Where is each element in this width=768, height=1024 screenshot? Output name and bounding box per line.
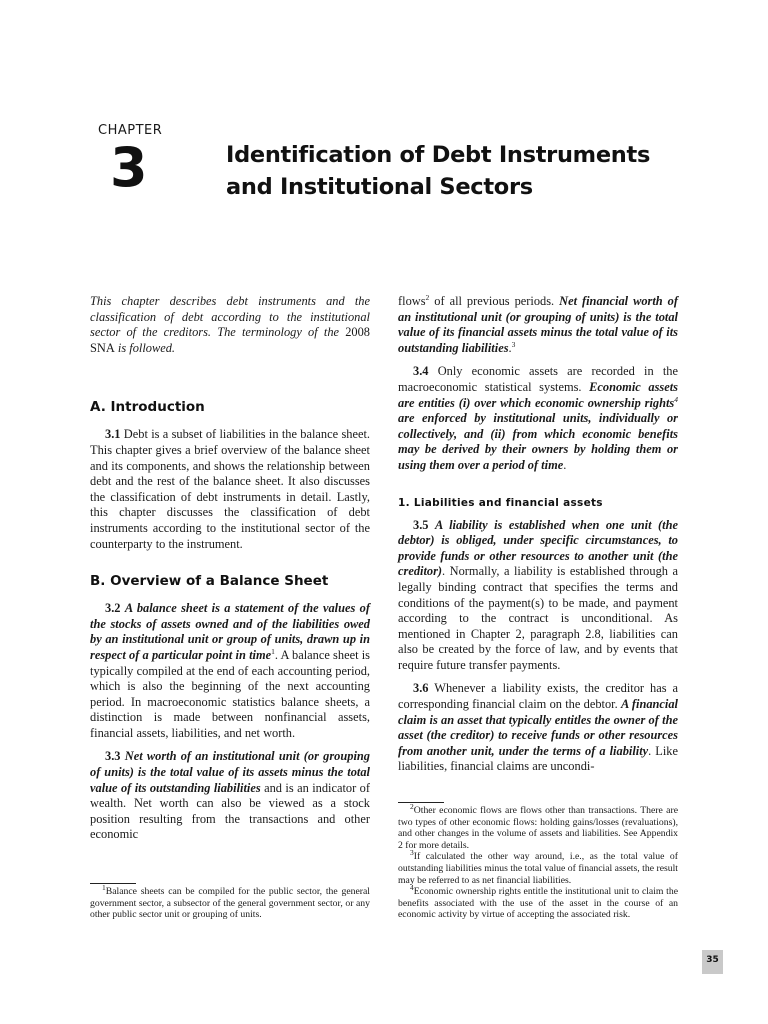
footnote-4 — [398, 882, 678, 921]
para-number: 3.3 — [105, 749, 121, 764]
footnotes-right — [398, 802, 678, 921]
paragraph-3-2 — [90, 601, 370, 741]
para-definition: A balance sheet is a statement of the values of the stocks of assets owned and of the liabilities owed by an institutional unit or group of units, drawn up in respect of a particular point in time — [90, 601, 370, 662]
intro-sna: 2008 SNA — [90, 325, 370, 355]
footnote-1 — [90, 882, 370, 921]
para-text: . Like liabilities, financial claims are uncondi- — [398, 743, 678, 774]
para-text: Only economic assets are recorded in the macroeconomic statistical systems. — [398, 364, 678, 394]
para-definition: Net worth of an institutional unit (or grouping of units) is the total value of its assets minus the total value of its outstanding liabilities — [90, 749, 370, 795]
footnote-ref-4[interactable]: 4 — [674, 394, 678, 404]
page-number: 35 — [706, 955, 719, 965]
para-definition: Net financial worth of an institutional unit (or grouping of units) is the total value of its financial assets minus the total value of its outstanding liabilities — [398, 294, 678, 355]
paragraph-3-1 — [90, 427, 370, 552]
footnote-text: Other economic flows are flows other than transactions. There are two types of other economic flows: holding gains/losses (revaluations), and other changes in the volume of assets and liabilities. See Appendix 2 for more details. — [398, 805, 678, 851]
paragraph-3-4 — [398, 364, 678, 473]
section-a-heading: A. Introduction — [90, 399, 205, 416]
paragraph-3-6 — [398, 681, 678, 775]
paragraph-3-3-continued — [398, 294, 678, 356]
period: . — [508, 340, 512, 355]
chapter-intro — [90, 294, 370, 356]
footnote-3 — [398, 848, 678, 886]
section-b-heading: B. Overview of a Balance Sheet — [90, 573, 329, 590]
left-column — [90, 294, 370, 851]
paragraph-3-5 — [398, 518, 678, 674]
period: . — [563, 457, 567, 472]
footnote-mark: 2 — [410, 801, 414, 811]
para-number: 3.1 — [105, 427, 121, 442]
footnote-mark: 1 — [102, 882, 106, 892]
para-text: Whenever a liability exists, the creditor has a corresponding financial claim on the debtor. — [398, 681, 678, 712]
footnote-ref-2[interactable]: 2 — [425, 292, 430, 302]
intro-text-a: This chapter describes debt instruments and the classification of debt according to the institutional sector of the creditors. The terminology of the — [90, 294, 370, 340]
right-column — [398, 294, 678, 783]
footnotes-left — [90, 883, 370, 921]
footnote-ref-3[interactable]: 3 — [511, 339, 516, 349]
subsection-1-heading: 1. Liabilities and financial assets — [398, 496, 603, 509]
para-definition: A financial claim is an asset that typically entitles the owner of the asset (the creditor) to receive funds or other resources from another unit, under the terms of a liability — [398, 697, 678, 758]
footnote-text: Balance sheets can be compiled for the public sector, the general government sector, a subsector of the general government sector, or any other public sector unit or grouping of units. — [90, 886, 370, 921]
para-number: 3.4 — [413, 364, 429, 379]
para-text: . Normally, a liability is established through a legally binding contract that specifies the terms and conditions of the payment(s) to be made, and payment according to the contract is unconditional. As mentioned in Chapter 2, paragraph 2.8, liabilities can also be created by the force of law, and by events that require future transfer payments. — [398, 564, 678, 672]
chapter-label: CHAPTER — [98, 123, 163, 138]
footnote-rule — [398, 802, 444, 803]
para-text: flows — [398, 294, 426, 308]
footnote-mark: 4 — [410, 882, 414, 892]
para-text: of all previous periods. — [429, 294, 560, 308]
paragraph-3-3 — [90, 749, 370, 843]
footnote-mark: 3 — [410, 848, 414, 858]
footnote-text: Economic ownership rights entitle the institutional unit to claim the benefits associated with the use of the asset in the course of an economic activity by virtue of accepting the associated risk. — [398, 886, 678, 921]
footnote-ref-1[interactable]: 1 — [271, 646, 275, 656]
intro-text-b: is followed. — [114, 340, 176, 355]
para-text: and is an indicator of wealth. Net worth can also be viewed as a stock position resulting from the transactions and other economic — [90, 780, 370, 842]
chapter-title-line-2: and Institutional Sectors — [226, 174, 533, 200]
para-number: 3.6 — [413, 681, 429, 696]
para-number: 3.2 — [105, 601, 121, 616]
chapter-title — [226, 139, 706, 203]
para-text: . A balance sheet is typically compiled at the end of each accounting period, which is also the beginning of the next accounting period. In macroeconomic statistics balance sheets, a distinction is made between nonfinancial assets, financial assets, liabilities, and net worth. — [90, 647, 371, 740]
footnote-text: If calculated the other way around, i.e., as the total value of outstanding liabilities minus the total value of financial assets, the result may be referred to as net financial liabilities. — [398, 851, 678, 886]
footnote-2 — [398, 801, 678, 851]
para-text: Debt is a subset of liabilities in the balance sheet. This chapter gives a brief overview of the balance sheet and its components, and shows the relationship between debt and the rest of the balance sheet. It also discusses the classification of debt instruments in detail. Lastly, this chapter discusses the classification of debt instruments according to the institutional sector of the counterparty to the instrument. — [90, 427, 370, 551]
footnote-rule — [90, 883, 136, 884]
para-number: 3.5 — [413, 517, 429, 532]
para-definition: are enforced by institutional units, individually or collectively, and (ii) from which economic benefits may be derived by their owners by holding them or using them over a period of time — [398, 411, 678, 472]
chapter-title-line-1: Identification of Debt Instruments — [226, 142, 651, 168]
para-definition: Economic assets are entities (i) over which economic ownership rights — [398, 379, 678, 410]
para-definition: A liability is established when one unit (the debtor) is obliged, under specific circumstances, to provide funds or other resources to another unit (the creditor) — [398, 517, 679, 579]
chapter-number: 3 — [110, 136, 148, 199]
page-number-box — [702, 950, 723, 974]
